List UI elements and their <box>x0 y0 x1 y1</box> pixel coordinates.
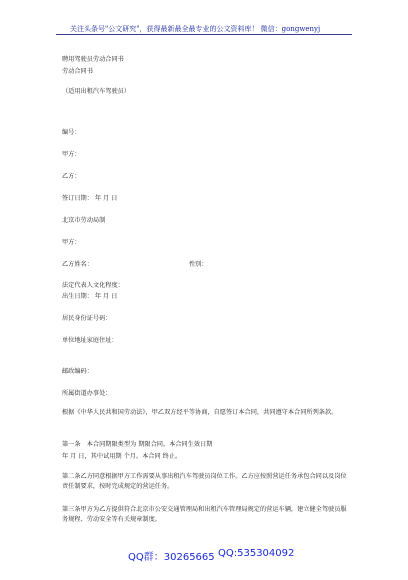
header-divider <box>56 34 352 35</box>
article-1-line-1: 第一条 本合同期限类型为 期限合同。本合同生效日期 <box>62 441 213 448</box>
article-2-paragraph: 第二条乙方同意根据甲方工作需要从事出租汽车驾驶员岗位工作。乙方应按照营运任务承包合同以及岗位责任制要求，按时完成规定的营运任务。 <box>62 473 347 490</box>
field-address: 单位地址家庭住址： <box>62 337 118 344</box>
article-1-line-2: 年 月 日，其中试用期 个月。本合同 终止。 <box>62 453 182 460</box>
issuer-line: 北京市劳动局制 <box>62 217 106 224</box>
document-scope: （适用出租汽车驾驶员） <box>62 88 131 95</box>
page-footer <box>0 548 408 568</box>
footer-qq-group: QQ群：30265665 <box>128 552 215 563</box>
field-gender: 性别： <box>189 261 208 268</box>
field-b-name: 乙方姓名： <box>62 261 93 268</box>
field-birth-date: 出生日期： 年 月 日 <box>62 293 118 300</box>
field-party-b: 乙方： <box>62 173 81 180</box>
field-number: 编号： <box>62 129 81 136</box>
field-party-a: 甲方： <box>62 151 81 158</box>
article-3-paragraph: 第三条甲方为乙方提供符合北京市公安交通管理局和出租汽车管理局规定的营运车辆，建立健全驾驶员服务规程、劳动安全等有关规章制度。 <box>62 506 347 523</box>
field-legal-rep-education: 法定代表人文化程度： <box>62 282 124 289</box>
intro-paragraph: 根据《中华人民共和国劳动法》，甲乙双方经平等协商，自愿签订本合同，共同遵守本合同所列条款。 <box>62 409 338 416</box>
field-id-number: 居民身份证号码： <box>62 315 112 322</box>
field-postcode: 邮政编码： <box>62 368 93 375</box>
field-party-a-second: 甲方： <box>62 239 81 246</box>
field-street-office: 所属街道办事处： <box>62 390 112 397</box>
field-sign-date: 签订日期： 年 月 日 <box>62 195 118 202</box>
footer-qq: QQ:535304092 <box>218 548 295 559</box>
page-header <box>0 0 408 40</box>
header-promo-text: 关注头条号"公文研究"，获得最新最全最专业的公文资料库！ 微信：gongwenyj <box>70 25 321 33</box>
document-title: 聘用驾驶员劳动合同书 <box>62 56 124 63</box>
document-subtitle: 劳动合同书 <box>62 68 93 75</box>
